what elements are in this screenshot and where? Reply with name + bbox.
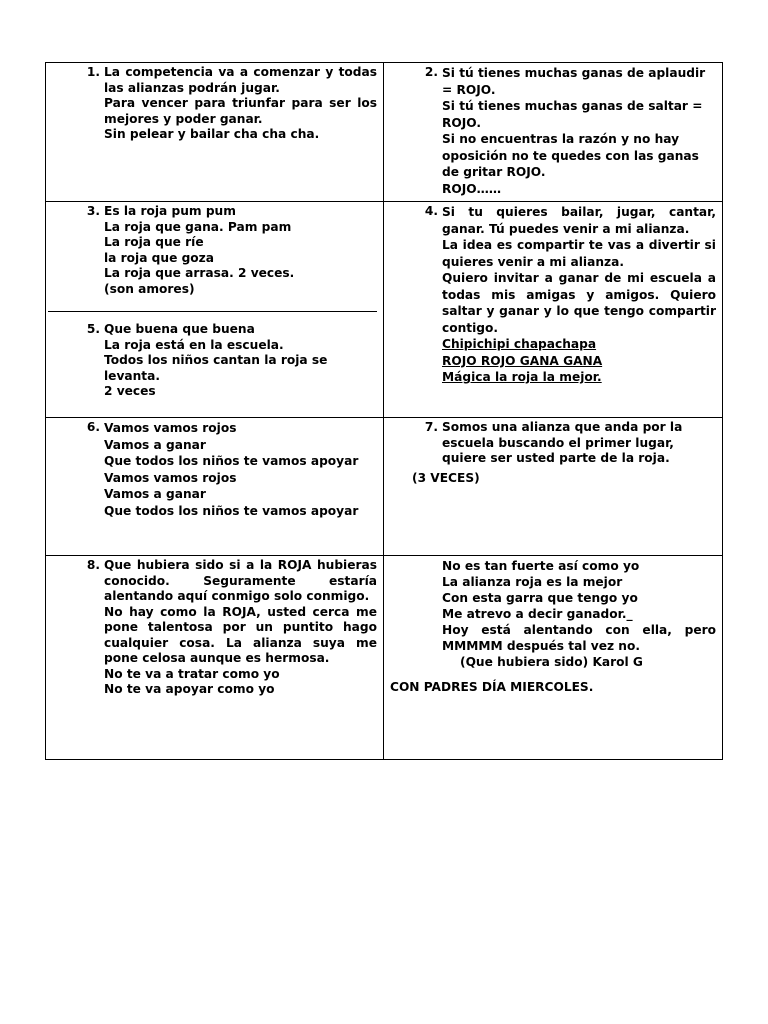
chant-line: La idea es compartir te vas a divertir si quieres venir a mi alianza. bbox=[442, 238, 716, 269]
chant-cell-4 bbox=[384, 202, 723, 418]
chant-cell-2 bbox=[384, 63, 723, 202]
chant-line: Sin pelear y bailar cha cha cha. bbox=[104, 127, 320, 141]
chant-line: Vamos a ganar bbox=[104, 437, 206, 452]
chant-line: Que todos los niños te vamos apoyar bbox=[104, 454, 359, 468]
chant-line: ROJO…… bbox=[442, 181, 502, 196]
chants-table bbox=[45, 62, 723, 760]
chant-line: No te va a tratar como yo bbox=[104, 666, 280, 681]
chant-line: La roja que arrasa. 2 veces. bbox=[104, 266, 295, 280]
chant-line: Vamos vamos rojos bbox=[104, 421, 237, 435]
chant-number: 7. bbox=[424, 420, 438, 434]
chant-line: Si no encuentras la razón y no hay oposición no te quedes con las ganas de gritar ROJO. bbox=[442, 132, 699, 179]
chant-line: Si tú tienes muchas ganas de saltar = ROJO. bbox=[442, 99, 703, 130]
chant-line: Que hubiera sido si a la ROJA hubieras conocido. Seguramente estaría alentando aquí conmigo solo conmigo. bbox=[104, 558, 377, 603]
chant-line: Que todos los niños te vamos apoyar bbox=[104, 503, 359, 518]
chant-line: (son amores) bbox=[104, 281, 195, 296]
chant-number: 2. bbox=[424, 65, 438, 79]
chant-line-underlined: Chipichipi chapachapa bbox=[442, 337, 597, 351]
chant-line: La roja que gana. Pam pam bbox=[104, 219, 292, 234]
chant-number: 3. bbox=[86, 204, 100, 218]
chant-line: la roja que goza bbox=[104, 250, 214, 265]
chant-note: (3 VECES) bbox=[412, 470, 480, 485]
chant-line: 2 veces bbox=[104, 384, 156, 398]
chant-line: Es la roja pum pum bbox=[104, 204, 236, 218]
chant-line: No te va apoyar como yo bbox=[104, 682, 275, 696]
chant-cell-3-5 bbox=[46, 202, 384, 418]
chant-line: La alianza roja es la mejor bbox=[442, 575, 623, 589]
table-row bbox=[46, 556, 723, 760]
chant-line: Para vencer para triunfar para ser los mejores y poder ganar. bbox=[104, 96, 377, 126]
chant-line: Si tu quieres bailar, jugar, cantar, ganar. Tú puedes venir a mi alianza. bbox=[442, 205, 716, 236]
table-row bbox=[46, 418, 723, 556]
chant-line: Todos los niños cantan la roja se levanta. bbox=[104, 353, 328, 383]
chant-line: No es tan fuerte así como yo bbox=[442, 559, 640, 573]
table-row bbox=[46, 202, 723, 418]
chant-line: Que buena que buena bbox=[104, 322, 255, 336]
chant-cell-7 bbox=[384, 418, 723, 556]
song-credit: (Que hubiera sido) Karol G bbox=[460, 655, 643, 669]
footer-note: CON PADRES DÍA MIERCOLES. bbox=[390, 680, 594, 694]
chant-cell-8 bbox=[46, 556, 384, 760]
chant-line: Somos una alianza que anda por la escuela buscando el primer lugar, quiere ser usted parte de la roja. bbox=[442, 420, 683, 465]
chant-line: Con esta garra que tengo yo bbox=[442, 591, 638, 605]
chant-line-underlined: Mágica la roja la mejor. bbox=[442, 370, 602, 384]
chant-cell-8-continued bbox=[384, 556, 723, 760]
table-row bbox=[46, 63, 723, 202]
chant-line: Hoy está alentando con ella, pero MMMMM después tal vez no. bbox=[442, 623, 716, 653]
chant-number: 5. bbox=[86, 322, 100, 336]
chant-number: 6. bbox=[86, 420, 100, 434]
chant-line: Me atrevo a decir ganador._ bbox=[442, 607, 633, 621]
chant-line: Vamos a ganar bbox=[104, 487, 206, 501]
chant-line: Quiero invitar a ganar de mi escuela a todas mis amigas y amigos. Quiero saltar y ganar y lo que tengo compartir contigo. bbox=[442, 271, 716, 335]
chant-line: Vamos vamos rojos bbox=[104, 470, 237, 485]
chant-number bbox=[390, 558, 442, 670]
chant-number: 1. bbox=[86, 65, 100, 79]
chant-line: Si tú tienes muchas ganas de aplaudir = ROJO. bbox=[442, 66, 706, 97]
chant-cell-6 bbox=[46, 418, 384, 556]
chant-cell-1 bbox=[46, 63, 384, 202]
chant-number: 4. bbox=[424, 204, 438, 218]
divider bbox=[48, 311, 377, 312]
chant-line: La roja está en la escuela. bbox=[104, 337, 284, 352]
chant-line: No hay como la ROJA, usted cerca me pone talentosa por un puntito hago cualquier cosa. La alianza suya me pone celosa aunque es hermosa. bbox=[104, 604, 377, 665]
chant-line: La roja que ríe bbox=[104, 235, 204, 249]
chant-number: 8. bbox=[86, 558, 100, 572]
chant-line-underlined: ROJO ROJO GANA GANA bbox=[442, 353, 603, 368]
chant-line: La competencia va a comenzar y todas las alianzas podrán jugar. bbox=[104, 65, 377, 95]
